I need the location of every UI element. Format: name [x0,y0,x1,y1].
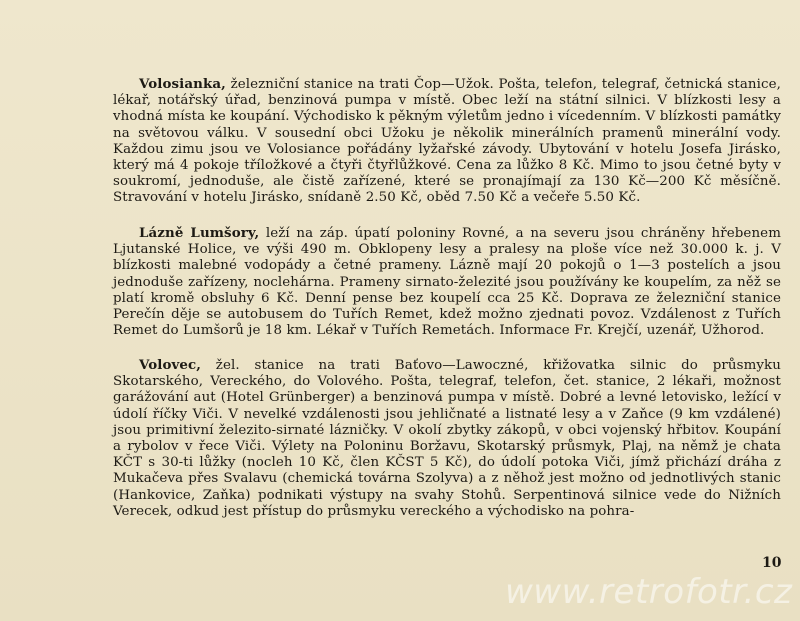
entry-body: žel. stanice na trati Baťovo—Lawoczné, křižovatka silnic do průsmyku Skotarského, Vereckého, do Volového. Pošta, telegraf, telefon, čet. stanice, 2 lékaři, možnost garážování aut (Hotel Grünberger) a benzinová pumpa v místě. Dobré a levné letovisko, ležící v údolí říčky Viči. V nevelké vzdálenosti jsou jehličnaté a listnaté lesy a v Zaňce (9 km vzdálené) jsou primitivní železito-sirnaté lázničky. V okolí zbytky zákopů, v obci vojenský hřbitov. Koupání a rybolov v řece Viči. Výlety na Poloninu Boržavu, Skotarský průsmyk, Plaj, na němž je chata KČT s 30-ti lůžky (nocleh 10 Kč, člen KČST 5 Kč), do údolí potoka Viči, jímž přichází dráha z Mukačeva přes Svalavu (chemická továrna Szolyva) a z něhož jest možno od jednotlivých stanic (Hankovice, Zaňka) podnikati výstupy na svahy Stohů. Serpentinová silnice vede do Nižních Verecek, odkud jest přístup do průsmyku vereckého a východisko na pohra- [113,358,781,519]
watermark: www.retrofotr.cz [505,572,793,612]
entry-heading: Volovec, [139,357,202,373]
entry-heading: Volosianka, [139,76,226,92]
entry-paragraph [113,225,781,339]
entry-volosianka [113,76,781,207]
entry-body: leží na záp. úpatí poloniny Rovné, a na severu jsou chráněny hřebenem Ljutanské Holice, ve výši 490 m. Obklopeny lesy a pralesy na ploše více než 30.000 k. j. V blízkosti malebné vodopády a četné prameny. Lázně mají 20 pokojů o 1—3 postelích a jsou jednoduše zařízeny, noclehárna. Prameny sirnato-železité jsou používány ke koupelím, za něž se platí kromě obsluhy 6 Kč. Denní pense bez koupelí cca 25 Kč. Doprava ze železniční stanice Perečín děje se autobusem do Tuřích Remet, kdež možno zjednati povoz. Vzdálenost z Tuřích Remet do Lumšorů je 18 km. Lékař v Tuřích Remetách. Informace Fr. Krejčí, uzenář, Užhorod. [113,226,781,339]
entry-paragraph [113,357,781,520]
entry-heading: Lázně Lumšory, [139,225,260,241]
entry-volovec [113,357,781,520]
entry-lazne-lumsory [113,225,781,339]
entry-body: železniční stanice na trati Čop—Užok. Pošta, telefon, telegraf, četnická stanice, lékař, notářský úřad, benzinová pumpa v místě. Obec leží na státní silnici. V blízkosti lesy a vhodná místa ke koupání. Východisko k pěkným výletům jedno i vícedenním. V blízkosti památky na světovou válku. V sousední obci Užoku je několik minerálních pramenů minerální vody. Každou zimu jsou ve Volosiance pořádány lyžařské závody. Ubytování v hotelu Josefa Jirásko, který má 4 pokoje tříložkové a čtyři čtyřlůžkové. Cena za lůžko 8 Kč. Mimo to jsou četné byty v soukromí, jednoduše, ale čistě zařízené, které se pronajímají za 130 Kč—200 Kč měsíčně. Stravování v hotelu Jirásko, snídaně 2.50 Kč, oběd 7.50 Kč a večeře 5.50 Kč. [113,77,781,206]
entry-paragraph [113,76,781,207]
page-number: 10 [762,555,782,571]
